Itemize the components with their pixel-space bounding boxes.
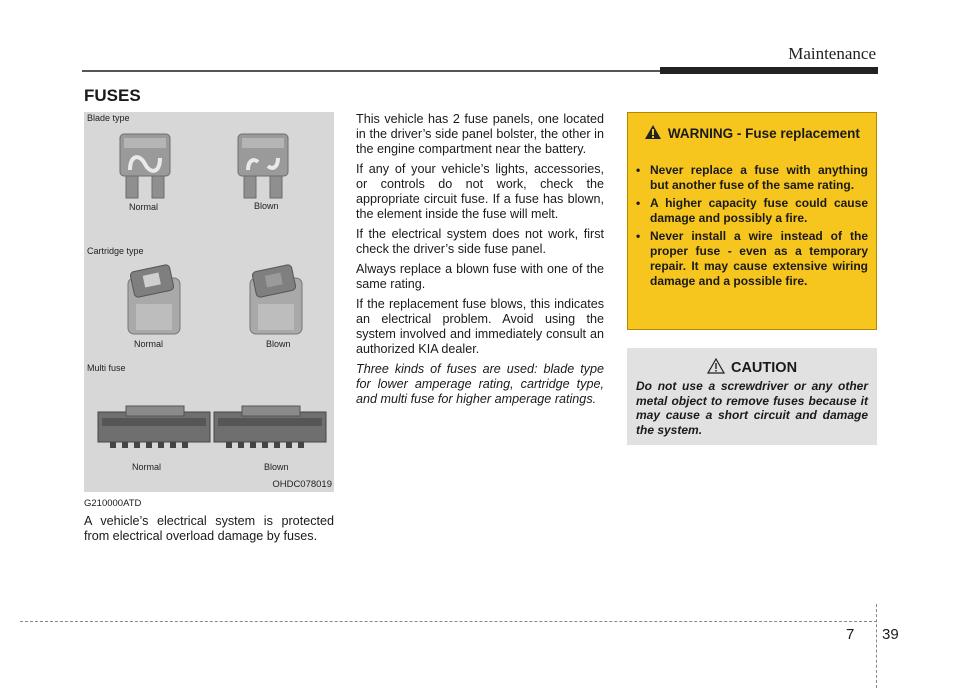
cartridge-normal-label: Normal bbox=[134, 339, 164, 349]
warning-heading bbox=[628, 124, 876, 141]
blade-normal-label: Normal bbox=[129, 202, 159, 212]
caution-title: CAUTION bbox=[730, 360, 798, 376]
warning-title: WARNING - Fuse replacement bbox=[667, 126, 860, 141]
body-text-column bbox=[356, 112, 604, 412]
caution-heading bbox=[627, 358, 877, 376]
blade-fuse-normal-image bbox=[116, 130, 174, 202]
header-rule bbox=[82, 70, 662, 72]
warning-item: • Never replace a fuse with anything but another fuse of the same rating. bbox=[636, 163, 868, 192]
cartridge-type-label: Cartridge type bbox=[87, 246, 144, 256]
multi-normal-label: Normal bbox=[132, 462, 162, 472]
cartridge-fuse-normal-image bbox=[122, 264, 186, 338]
body-paragraph: If any of your vehicle’s lights, accessories, or controls do not work, check the appropriate circuit fuse. If a fuse has blown, the element inside the fuse will melt. bbox=[356, 162, 604, 221]
fuse-types-figure bbox=[84, 112, 334, 492]
warning-list bbox=[636, 163, 868, 292]
multi-fuse-normal-image bbox=[96, 402, 212, 452]
body-paragraph: If the electrical system does not work, first check the driver’s side fuse panel. bbox=[356, 227, 604, 256]
warning-triangle-icon bbox=[644, 124, 662, 140]
page-number: 39 bbox=[882, 626, 899, 643]
figure-code: OHDC078019 bbox=[272, 479, 332, 490]
fuse-types-note: Three kinds of fuses are used: blade type for lower amperage rating, cartridge type, and multi fuse for higher amperage ratings. bbox=[356, 362, 604, 406]
footer-rule bbox=[20, 621, 877, 622]
cartridge-blown-label: Blown bbox=[266, 339, 291, 349]
body-paragraph: Always replace a blown fuse with one of the same rating. bbox=[356, 262, 604, 291]
body-paragraph: This vehicle has 2 fuse panels, one located in the driver’s side panel bolster, the other in the engine compartment near the battery. bbox=[356, 112, 604, 156]
intro-paragraph: A vehicle’s electrical system is protected from electrical overload damage by fuses. bbox=[84, 514, 334, 543]
warning-box bbox=[627, 112, 877, 330]
warning-item: • A higher capacity fuse could cause damage and possibly a fire. bbox=[636, 196, 868, 225]
reference-code: G210000ATD bbox=[84, 498, 142, 509]
cartridge-fuse-blown-image bbox=[244, 264, 308, 338]
blade-blown-label: Blown bbox=[254, 201, 279, 211]
section-title: FUSES bbox=[84, 86, 141, 105]
multi-fuse-label: Multi fuse bbox=[87, 363, 126, 373]
multi-fuse-blown-image bbox=[212, 402, 328, 452]
blade-fuse-blown-image bbox=[234, 130, 292, 202]
caution-text: Do not use a screwdriver or any other metal object to remove fuses because it may cause a short circuit and damage the system. bbox=[636, 379, 868, 437]
caution-box bbox=[627, 348, 877, 445]
chapter-number: 7 bbox=[846, 626, 855, 643]
footer-divider bbox=[876, 604, 877, 688]
header-rule-bold bbox=[660, 67, 878, 74]
caution-triangle-icon bbox=[707, 358, 725, 374]
blade-type-label: Blade type bbox=[87, 113, 130, 123]
body-paragraph: If the replacement fuse blows, this indicates an electrical problem. Avoid using the system involved and immediately consult an authorized KIA dealer. bbox=[356, 297, 604, 356]
running-header: Maintenance bbox=[788, 44, 876, 63]
multi-blown-label: Blown bbox=[264, 462, 289, 472]
warning-item: • Never install a wire instead of the proper fuse - even as a temporary repair. It may cause extensive wiring damage and a possible fire. bbox=[636, 229, 868, 288]
